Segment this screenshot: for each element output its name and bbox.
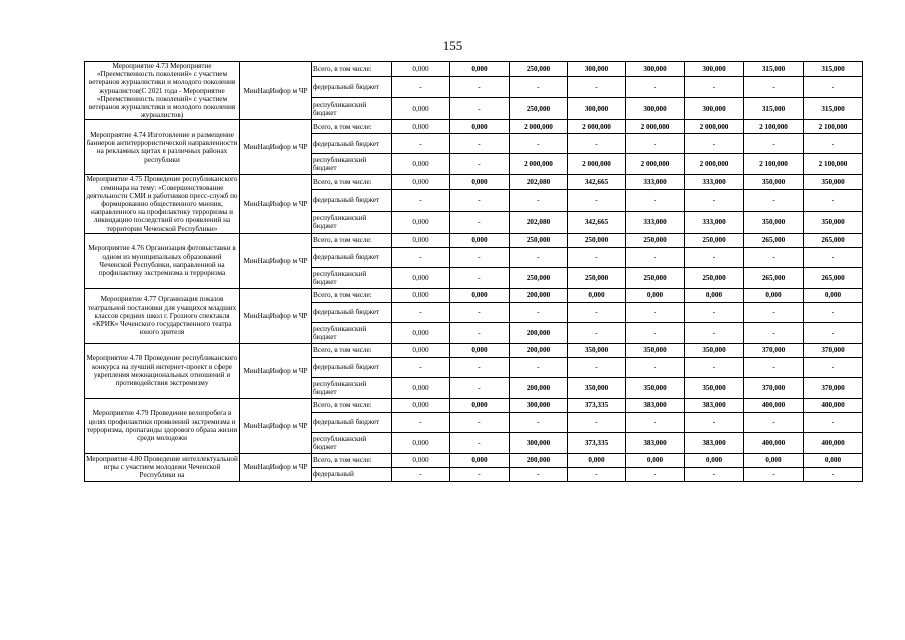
amount-cell: 0,000 [450, 233, 510, 247]
measure-title: Мероприятие 4.75 Проведение республиканского семинара на тему: «Совершенствование деятельности СМИ и работников пресс-служб по формированию общественного мнения, направленного на профилактику терроризма и ликвидацию последствий его проявлений на территории Чеченской Республики» [86, 175, 238, 233]
table-row [85, 453, 863, 467]
amount-cell: - [685, 134, 744, 154]
amount-cell: - [626, 302, 685, 322]
amount-cell: - [804, 322, 863, 343]
amount-cell: - [804, 134, 863, 154]
amount-cell: 250,000 [568, 267, 626, 288]
amount-cell: - [744, 247, 804, 267]
amount-cell: - [568, 467, 626, 481]
amount-cell: - [685, 412, 744, 432]
amount-cell: - [568, 247, 626, 267]
amount-cell: - [568, 412, 626, 432]
amount-cell: 0,000 [450, 175, 510, 190]
amount-cell: 300,000 [626, 98, 685, 120]
amount-cell: - [510, 412, 568, 432]
amount-cell: 250,000 [626, 267, 685, 288]
amount-cell: 350,000 [804, 175, 863, 190]
amount-cell: 315,000 [804, 98, 863, 120]
amount-cell: 0,000 [392, 343, 450, 357]
amount-cell: 0,000 [392, 432, 450, 453]
amount-cell: 333,000 [626, 175, 685, 190]
amount-cell: - [626, 467, 685, 481]
amount-cell: - [450, 467, 510, 481]
amount-cell: 400,000 [744, 432, 804, 453]
amount-cell: - [450, 98, 510, 120]
funding-source-label: Всего, в том числе: [312, 453, 392, 467]
amount-cell: 370,000 [804, 343, 863, 357]
funding-source-label: федеральный бюджет [312, 76, 392, 97]
amount-cell: - [568, 302, 626, 322]
amount-cell: - [804, 467, 863, 481]
amount-cell: - [804, 357, 863, 377]
amount-cell: - [392, 412, 450, 432]
executor-cell: МинНацИнфор м ЧР [240, 398, 312, 453]
amount-cell: - [392, 467, 450, 481]
amount-cell: - [450, 377, 510, 398]
amount-cell: 315,000 [804, 62, 863, 77]
measure-title: Мероприятие 4.78 Проведение республиканского конкурса на лучший интернет-проект в сфере укрепления межнациональных отношений и противодействия экстремизму [85, 343, 240, 398]
amount-cell: 0,000 [392, 398, 450, 412]
amount-cell: - [626, 412, 685, 432]
amount-cell: 2 100,000 [744, 120, 804, 134]
table-row [85, 120, 863, 134]
amount-cell: - [744, 412, 804, 432]
amount-cell: 2 000,000 [510, 120, 568, 134]
amount-cell: 200,000 [510, 343, 568, 357]
funding-source-label: федеральный бюджет [312, 357, 392, 377]
amount-cell: 350,000 [685, 343, 744, 357]
amount-cell: - [510, 302, 568, 322]
amount-cell: 2 000,000 [626, 120, 685, 134]
funding-source-label: республиканский бюджет [312, 154, 392, 175]
amount-cell: - [450, 432, 510, 453]
funding-source-label: федеральный бюджет [312, 412, 392, 432]
amount-cell: - [804, 76, 863, 97]
amount-cell: 370,000 [804, 377, 863, 398]
amount-cell: 300,000 [510, 398, 568, 412]
executor-cell: МинНацИнфор м ЧР [240, 288, 312, 343]
amount-cell: 0,000 [744, 288, 804, 302]
amount-cell: - [450, 322, 510, 343]
funding-source-label: республиканский бюджет [312, 377, 392, 398]
amount-cell: 0,000 [392, 154, 450, 175]
amount-cell: 0,000 [744, 453, 804, 467]
table-row [85, 343, 863, 357]
funding-source-label: Всего, в том числе: [312, 62, 392, 77]
amount-cell: - [392, 357, 450, 377]
amount-cell: 200,000 [510, 322, 568, 343]
amount-cell: - [568, 322, 626, 343]
amount-cell: - [685, 76, 744, 97]
amount-cell: - [568, 76, 626, 97]
amount-cell: - [510, 467, 568, 481]
amount-cell: - [510, 190, 568, 211]
funding-source-label: республиканский бюджет [312, 211, 392, 233]
funding-source-label: федеральный бюджет [312, 302, 392, 322]
amount-cell: 0,000 [392, 267, 450, 288]
amount-cell: 315,000 [744, 98, 804, 120]
measure-title: Мероприятие 4.76 Организация фотовыставки в одном из муниципальных образований Чеченской Республики, направленной на профилактику экстремизма и терроризма [85, 233, 240, 288]
amount-cell: - [804, 247, 863, 267]
measure-title: Мероприятие 4.80 Проведение интеллектуальной игры с участием молодежи Чеченской Республики на [86, 455, 238, 480]
amount-cell: 400,000 [744, 398, 804, 412]
amount-cell: 333,000 [626, 211, 685, 233]
funding-source-label: федеральный [312, 467, 392, 481]
amount-cell: 0,000 [450, 62, 510, 77]
amount-cell: 350,000 [626, 377, 685, 398]
amount-cell: 0,000 [804, 453, 863, 467]
amount-cell: - [685, 190, 744, 211]
amount-cell: 265,000 [744, 233, 804, 247]
amount-cell: 333,000 [685, 211, 744, 233]
amount-cell: - [626, 134, 685, 154]
amount-cell: - [685, 302, 744, 322]
amount-cell: 400,000 [804, 398, 863, 412]
amount-cell: - [450, 412, 510, 432]
amount-cell: 2 000,000 [510, 154, 568, 175]
amount-cell: 383,000 [626, 432, 685, 453]
amount-cell: 0,000 [392, 453, 450, 467]
executor-cell: МинНацИнфор м ЧР [240, 343, 312, 398]
table-row [85, 175, 863, 190]
amount-cell: 373,335 [568, 432, 626, 453]
amount-cell: 342,665 [568, 175, 626, 190]
amount-cell: 300,000 [626, 62, 685, 77]
amount-cell: 300,000 [568, 98, 626, 120]
amount-cell: 342,665 [568, 211, 626, 233]
amount-cell: - [392, 134, 450, 154]
executor-cell: МинНацИнфор м ЧР [240, 62, 312, 120]
amount-cell: 250,000 [685, 267, 744, 288]
funding-source-label: Всего, в том числе: [312, 175, 392, 190]
amount-cell: - [804, 412, 863, 432]
budget-table [84, 61, 863, 482]
amount-cell: 0,000 [392, 62, 450, 77]
amount-cell: 333,000 [685, 175, 744, 190]
amount-cell: 265,000 [804, 267, 863, 288]
amount-cell: 250,000 [626, 233, 685, 247]
amount-cell: 200,000 [510, 288, 568, 302]
amount-cell: 2 000,000 [685, 120, 744, 134]
amount-cell: 0,000 [450, 398, 510, 412]
amount-cell: - [510, 134, 568, 154]
amount-cell: - [626, 357, 685, 377]
funding-source-label: республиканский бюджет [312, 98, 392, 120]
amount-cell: - [450, 134, 510, 154]
amount-cell: 250,000 [510, 233, 568, 247]
funding-source-label: Всего, в том числе: [312, 343, 392, 357]
amount-cell: 202,080 [510, 175, 568, 190]
amount-cell: - [626, 247, 685, 267]
table-row [85, 288, 863, 302]
funding-source-label: федеральный бюджет [312, 134, 392, 154]
funding-source-label: Всего, в том числе: [312, 233, 392, 247]
executor-cell: МинНацИнфор м ЧР [240, 120, 312, 175]
amount-cell: - [450, 211, 510, 233]
executor-cell: МинНацИнфор м ЧР [240, 453, 312, 481]
amount-cell: 0,000 [450, 343, 510, 357]
executor-cell: МинНацИнфор м ЧР [240, 233, 312, 288]
amount-cell: - [392, 247, 450, 267]
amount-cell: - [450, 267, 510, 288]
amount-cell: 370,000 [744, 377, 804, 398]
amount-cell: 350,000 [685, 377, 744, 398]
table-row [85, 398, 863, 412]
amount-cell: - [450, 302, 510, 322]
amount-cell: 265,000 [744, 267, 804, 288]
amount-cell: 383,000 [685, 432, 744, 453]
amount-cell: 0,000 [626, 453, 685, 467]
amount-cell: - [626, 190, 685, 211]
amount-cell: 0,000 [568, 288, 626, 302]
amount-cell: - [450, 247, 510, 267]
executor-cell: МинНацИнфор м ЧР [240, 175, 312, 233]
amount-cell: 0,000 [450, 453, 510, 467]
amount-cell: - [568, 357, 626, 377]
amount-cell: 383,000 [626, 398, 685, 412]
amount-cell: 373,335 [568, 398, 626, 412]
amount-cell: - [744, 134, 804, 154]
amount-cell: 0,000 [392, 211, 450, 233]
table-row [85, 62, 863, 77]
amount-cell: - [744, 190, 804, 211]
amount-cell: - [804, 190, 863, 211]
amount-cell: 2 000,000 [685, 154, 744, 175]
amount-cell: 2 100,000 [804, 120, 863, 134]
amount-cell: 0,000 [450, 120, 510, 134]
amount-cell: 350,000 [804, 211, 863, 233]
funding-source-label: федеральный бюджет [312, 247, 392, 267]
measure-title: Мероприятие 4.74 Изготовление и размещение баннеров антитеррористической направленности на рекламных щитах в различных районах республики [85, 120, 240, 175]
amount-cell: 250,000 [568, 233, 626, 247]
amount-cell: 0,000 [392, 98, 450, 120]
amount-cell: 300,000 [685, 98, 744, 120]
amount-cell: 300,000 [685, 62, 744, 77]
amount-cell: - [450, 76, 510, 97]
amount-cell: - [450, 154, 510, 175]
amount-cell: 2 000,000 [626, 154, 685, 175]
measure-title: Мероприятие 4.79 Проведение велопробега в целях профилактики проявлений экстремизма и терроризма, пропаганды здорового образа жизни среди молодежи [85, 398, 240, 453]
table-row [85, 233, 863, 247]
amount-cell: 350,000 [626, 343, 685, 357]
amount-cell: - [685, 357, 744, 377]
amount-cell: - [744, 76, 804, 97]
amount-cell: 0,000 [392, 377, 450, 398]
amount-cell: - [392, 190, 450, 211]
amount-cell: - [626, 322, 685, 343]
amount-cell: 370,000 [744, 343, 804, 357]
funding-source-label: Всего, в том числе: [312, 398, 392, 412]
amount-cell: 350,000 [744, 175, 804, 190]
funding-source-label: Всего, в том числе: [312, 288, 392, 302]
amount-cell: 300,000 [568, 62, 626, 77]
amount-cell: 383,000 [685, 398, 744, 412]
measure-title: Мероприятие 4.77 Организация показов театральной постановки для учащихся младших классов средних школ г. Грозного спектакля «КРИК» Чеченского государственного театра юного зрителя [85, 288, 240, 343]
amount-cell: - [744, 322, 804, 343]
page-number: 155 [442, 38, 463, 53]
amount-cell: - [804, 302, 863, 322]
amount-cell: - [510, 247, 568, 267]
amount-cell: 0,000 [392, 175, 450, 190]
amount-cell: - [450, 190, 510, 211]
amount-cell: 0,000 [568, 453, 626, 467]
amount-cell: 202,080 [510, 211, 568, 233]
amount-cell: - [510, 76, 568, 97]
amount-cell: - [685, 247, 744, 267]
amount-cell: - [392, 302, 450, 322]
amount-cell: 0,000 [804, 288, 863, 302]
amount-cell: - [392, 76, 450, 97]
amount-cell: - [568, 190, 626, 211]
amount-cell: - [510, 357, 568, 377]
amount-cell: - [626, 76, 685, 97]
amount-cell: 250,000 [510, 98, 568, 120]
amount-cell: 315,000 [744, 62, 804, 77]
amount-cell: 0,000 [392, 288, 450, 302]
amount-cell: - [744, 302, 804, 322]
amount-cell: 0,000 [626, 288, 685, 302]
funding-source-label: Всего, в том числе: [312, 120, 392, 134]
amount-cell: 300,000 [510, 432, 568, 453]
amount-cell: 0,000 [685, 288, 744, 302]
measure-title: Мероприятие 4.73 Мероприятие «Преемственность поколений» с участием ветеранов журналистики и молодого поколения журналистов(С 2021 года - Мероприятие «Преемственность поколений» с участием ветеранов журналистики и молодого поколения журналистов) [85, 62, 240, 120]
amount-cell: 2 100,000 [804, 154, 863, 175]
amount-cell: 2 100,000 [744, 154, 804, 175]
amount-cell: 350,000 [744, 211, 804, 233]
amount-cell: - [685, 467, 744, 481]
funding-source-label: федеральный бюджет [312, 190, 392, 211]
amount-cell: - [744, 467, 804, 481]
funding-source-label: республиканский бюджет [312, 432, 392, 453]
amount-cell: - [568, 134, 626, 154]
amount-cell: 350,000 [568, 343, 626, 357]
amount-cell: 250,000 [685, 233, 744, 247]
amount-cell: 200,000 [510, 377, 568, 398]
amount-cell: 350,000 [568, 377, 626, 398]
amount-cell: - [744, 357, 804, 377]
funding-source-label: республиканский бюджет [312, 267, 392, 288]
amount-cell: - [450, 357, 510, 377]
amount-cell: 250,000 [510, 267, 568, 288]
amount-cell: 265,000 [804, 233, 863, 247]
amount-cell: 2 000,000 [568, 154, 626, 175]
amount-cell: 0,000 [392, 233, 450, 247]
amount-cell: - [685, 322, 744, 343]
amount-cell: 200,000 [510, 453, 568, 467]
amount-cell: 2 000,000 [568, 120, 626, 134]
funding-source-label: республиканский бюджет [312, 322, 392, 343]
amount-cell: 0,000 [392, 120, 450, 134]
amount-cell: 250,000 [510, 62, 568, 77]
amount-cell: 400,000 [804, 432, 863, 453]
amount-cell: 0,000 [685, 453, 744, 467]
amount-cell: 0,000 [392, 322, 450, 343]
amount-cell: 0,000 [450, 288, 510, 302]
